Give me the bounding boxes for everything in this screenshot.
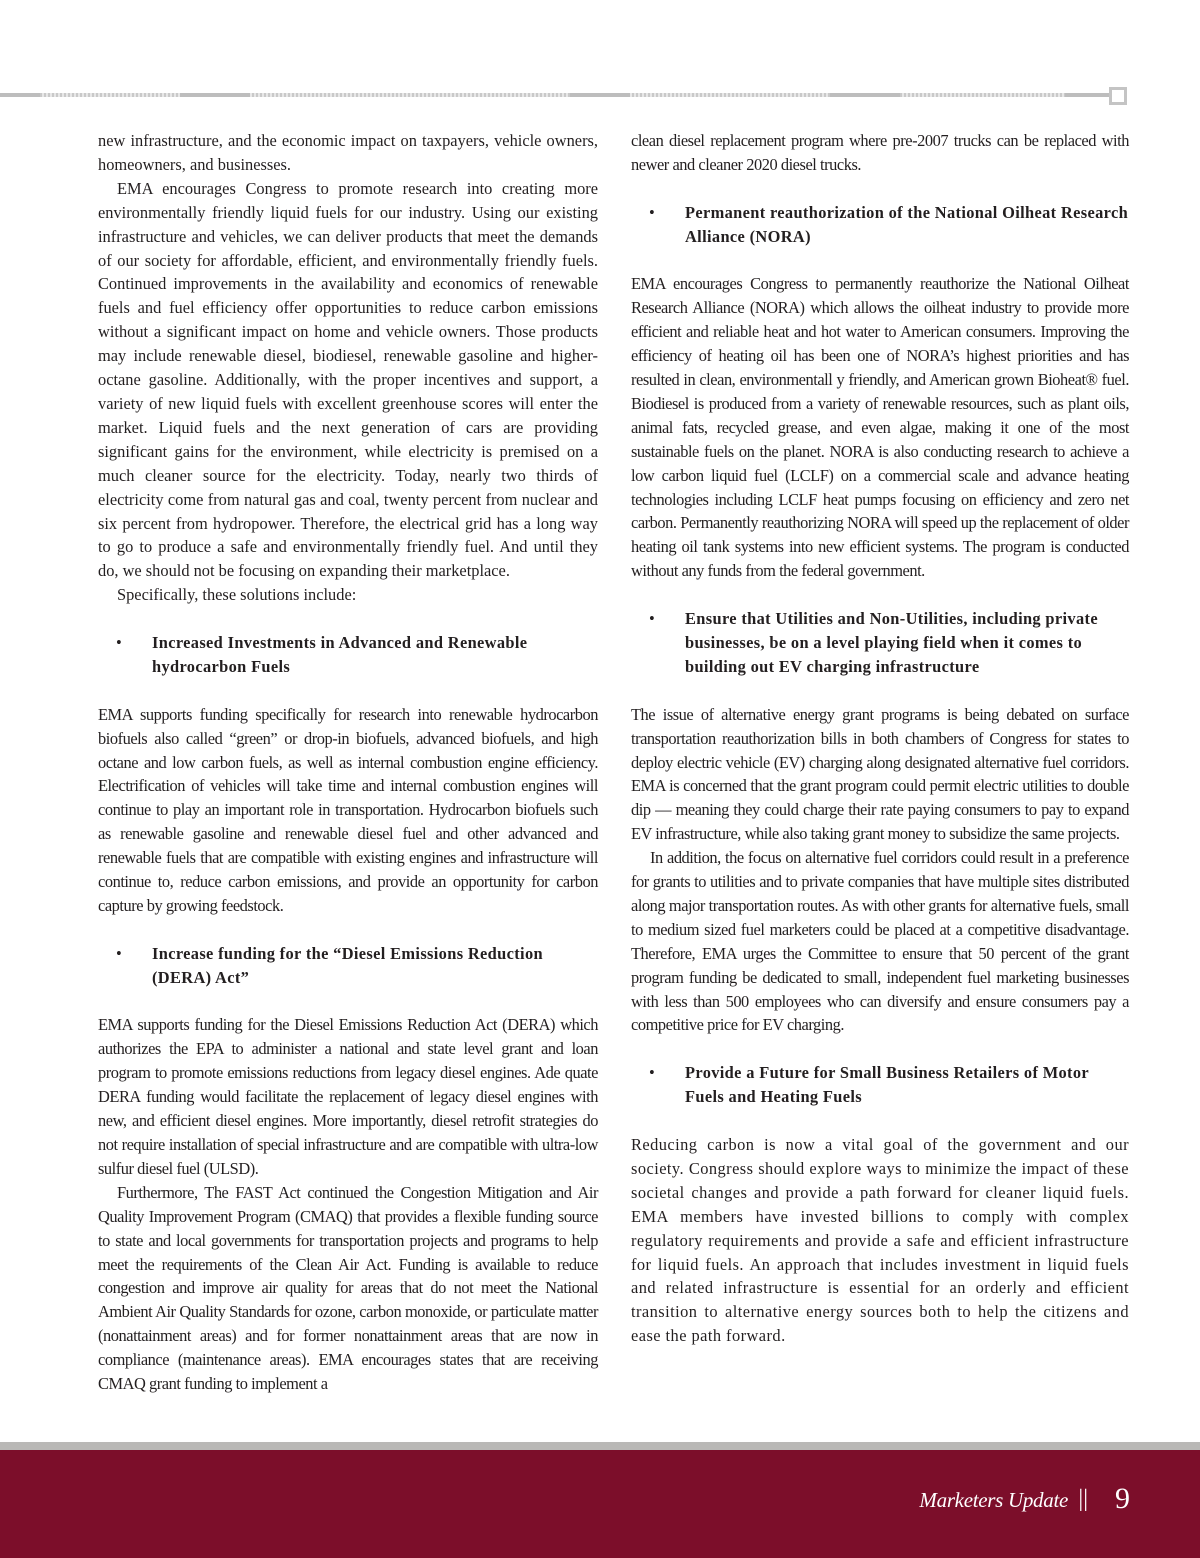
bullet-heading-text: Ensure that Utilities and Non-Utilities, including private businesses, be on a level playing field when it comes to building out EV charging infrastructure (685, 609, 1098, 676)
bullet-heading (631, 1061, 1129, 1109)
paragraph: EMA supports funding for the Diesel Emissions Reduction Act (DERA) which authorizes the EPA to administer a national and state level grant and loan program to promote emissions reductions from legacy diesel engines. Ade quate DERA funding would facilitate the replacement of legacy diesel engines with new, and efficient diesel engines. More importantly, diesel retrofit strategies do not require installation of special infrastructure and are compatible with ultra-low sulfur diesel fuel (ULSD). (98, 1015, 598, 1178)
header-rule-segment (570, 93, 630, 97)
header-rule-segment (830, 93, 900, 97)
bullet-heading (98, 631, 598, 679)
header-rule-segment (1065, 93, 1110, 97)
bullet-dot: • (649, 1063, 655, 1083)
paragraph: Furthermore, The FAST Act continued the Congestion Mitigation and Air Quality Improvement Program (CMAQ) that provides a flexible funding source to state and local governments for transportation projects and programs to help meet the requirements of the Clean Air Act. Funding is available to reduce congestion and improve air quality for areas that do not meet the National Ambient Air Quality Standards for ozone, carbon monoxide, or particulate matter (nonattainment areas) and for former nonattainment areas that are now in compliance (maintenance areas). EMA encourages states that are receiving CMAQ grant funding to implement a (98, 1182, 598, 1394)
paragraph: EMA encourages Congress to promote research into creating more environmentally friendly liquid fuels for our industry. Using our existing infrastructure and vehicles, we can deliver products that meet the demands of our society for affordable, efficient, and environmentally friendly fuels. Continued improvements in the availability and economics of renewable fuels and fuel efficiency offer opportunities to reduce carbon emissions without a significant impact on home and vehicle owners. Those products may include renewable diesel, biodiesel, renewable gasoline and higher-octane gasoline. Additionally, with the proper incentives and support, a variety of new liquid fuels with excellent greenhouse scores will enter the market. Liquid fuels and the next generation of cars are providing significant gains for the environment, while electricity is premised on a much cleaner source for the electricity. Today, nearly two thirds of electricity come from natural gas and coal, twenty percent from nuclear and six percent from hydropower. Therefore, the electrical grid has a long way to go to produce a safe and environmentally friendly fuel. And until they do, we should not be focusing on expanding their marketplace. (98, 178, 598, 581)
bullet-heading (631, 607, 1129, 679)
header-corner-ornament (1109, 87, 1127, 105)
publication-title: Marketers Update (919, 1488, 1068, 1512)
left-column (98, 129, 598, 1396)
bullet-heading-text: Increase funding for the “Diesel Emissions Reduction (DERA) Act” (152, 943, 543, 987)
header-rule-segment (0, 93, 40, 97)
paragraph: clean diesel replacement program where pre-2007 trucks can be replaced with newer and cleaner 2020 diesel trucks. (631, 131, 1129, 174)
paragraph: The issue of alternative energy grant programs is being debated on surface transportation reauthorization bills in both chambers of Congress for states to deploy electric vehicle (EV) charging along designated alternative fuel corridors. EMA is concerned that the grant program could permit electric utilities to double dip — meaning they could charge their rate paying consumers to pay to expand EV infrastructure, while also taking grant money to subsidize the same projects. (631, 704, 1129, 844)
footer-divider (0, 1442, 1200, 1450)
footer-separator: || (1078, 1486, 1088, 1512)
bullet-dot: • (116, 943, 122, 963)
header-rule (0, 93, 1110, 97)
bullet-dot: • (649, 202, 655, 222)
bullet-dot: • (649, 609, 655, 629)
bullet-heading-text: Permanent reauthorization of the National Oilheat Research Alliance (NORA) (685, 202, 1129, 246)
paragraph: EMA encourages Congress to permanently reauthorize the National Oilheat Research Alliance (NORA) which allows the oilheat industry to provide more efficient and reliable heat and hot water to American consumers. Improving the efficiency of heating oil has been one of NORA’s highest priorities and has resulted in clean, environmentall y friendly, and American grown Bioheat® fuel. Biodiesel is produced from a variety of renewable resources, such as plant oils, animal fats, recycled grease, and even algae, making it one of the most sustainable fuels on the planet. NORA is also conducting research to achieve a low carbon liquid fuel (LCLF) on a commercial scale and advance heating technologies including LCLF heat pumps focusing on efficiency and zero net carbon. Permanently reauthorizing NORA will speed up the replacement of older heating oil tank systems into new efficient systems. The program is conducted without any funds from the federal government. (631, 274, 1129, 581)
header-rule-segment (180, 93, 250, 97)
bullet-heading (98, 942, 598, 990)
paragraph: Specifically, these solutions include: (117, 585, 357, 605)
paragraph: In addition, the focus on alternative fuel corridors could result in a preference for grants to utilities and to private companies that have multiple sites distributed along major transportation routes. As with other grants for alternative fuels, small to medium sized fuel marketers could be placed at a competitive disadvantage. Therefore, EMA urges the Committee to ensure that 50 percent of the grant program funding be dedicated to small, independent fuel marketing businesses with less than 500 employees who can diversify and ensure consumers pay a competitive price for EV charging. (631, 848, 1129, 1035)
bullet-heading-text: Increased Investments in Advanced and Renewable hydrocarbon Fuels (152, 633, 528, 676)
right-column (631, 129, 1129, 1348)
paragraph: EMA supports funding specifically for research into renewable hydrocarbon biofuels also called “green” or drop-in biofuels, advanced biofuels, and high octane and low carbon fuels, as well as internal combustion engine efficiency. Electrification of vehicles will take time and internal combustion engines will continue to play an important role in transportation. Hydrocarbon biofuels such as renewable gasoline and renewable diesel fuel and other advanced and renewable fuels that are compatible with existing engines and infrastructure will continue to, reduce carbon emissions, and provide an opportunity for carbon capture by growing feedstock. (98, 704, 598, 915)
paragraph: Reducing carbon is now a vital goal of the government and our society. Congress should explore ways to minimize the impact of these societal changes and provide a path forward for cleaner liquid fuels. EMA members have invested billions to comply with complex regulatory requirements and provide a safe and efficient infrastructure for liquid fuels. An approach that includes investment in liquid fuels and related infrastructure is essential for an orderly and efficient transition to alternative energy sources both to help the citizens and ease the path forward. (631, 1134, 1129, 1346)
page-number: 9 (1115, 1482, 1130, 1515)
bullet-dot: • (116, 633, 122, 653)
page-footer (0, 1450, 1200, 1558)
bullet-heading (631, 201, 1129, 249)
bullet-heading-text: Provide a Future for Small Business Retailers of Motor Fuels and Heating Fuels (685, 1063, 1089, 1107)
paragraph: new infrastructure, and the economic impact on taxpayers, vehicle owners, homeowners, and businesses. (98, 131, 598, 174)
